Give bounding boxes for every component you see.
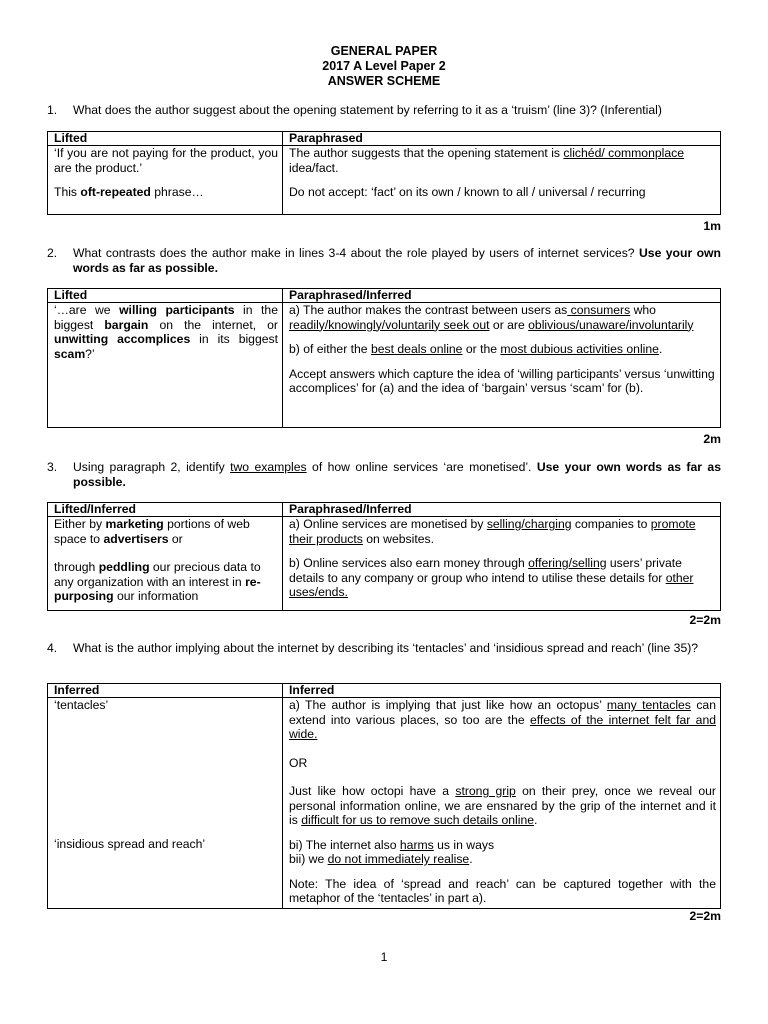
answer-part-a: a) Online services are monetised by selling/charging companies to promote their products on websites.	[289, 517, 696, 546]
question-3	[47, 460, 721, 489]
lifted-example-1: Either by marketing portions of web space to advertisers or	[54, 517, 250, 546]
lifted-phrase: This oft-repeated phrase…	[54, 185, 204, 199]
question-number: 4.	[47, 641, 58, 655]
column-header: Paraphrased/Inferred	[283, 503, 721, 517]
header-paper: 2017 A Level Paper 2	[322, 59, 446, 73]
mark-allocation: 2m	[703, 432, 721, 446]
lifted-cell: ‘…are we willing participants in the biggest bargain on the internet, or unwitting accomplices in its biggest scam?’	[48, 303, 283, 428]
answer-table-q4	[47, 683, 721, 909]
column-header: Lifted	[48, 132, 283, 146]
paraphrased-cell	[283, 146, 721, 215]
header-subject: GENERAL PAPER	[330, 44, 438, 58]
lifted-phrase-tentacles: ‘tentacles’	[54, 698, 109, 712]
mark-allocation: 2=2m	[689, 909, 721, 923]
answer-part-bii: bii) we do not immediately realise.	[289, 852, 473, 866]
question-text: Using paragraph 2, identify two examples of how online services ‘are monetised’. Use your own words as far as possible.	[73, 460, 721, 489]
question-number: 1.	[47, 103, 58, 117]
header-title: ANSWER SCHEME	[327, 74, 441, 88]
column-header: Lifted	[48, 289, 283, 303]
answer-part-a: a) The author makes the contrast between users as consumers who readily/knowingly/voluntarily seek out or are oblivious/unaware/involuntarily	[289, 303, 694, 332]
lifted-example-2: through peddling our precious data to any organization with an interest in re-purposing our information	[54, 560, 261, 603]
paraphrase-answer: The author suggests that the opening statement is clichéd/ commonplace idea/fact.	[289, 146, 684, 175]
answer-table-q3	[47, 502, 721, 611]
do-not-accept-note: Do not accept: ‘fact’ on its own / known to all / universal / recurring	[289, 185, 646, 199]
paraphrased-cell	[283, 303, 721, 428]
document-header	[0, 44, 768, 89]
or-divider: OR	[289, 755, 308, 770]
page-number: 1	[380, 950, 388, 964]
answer-table-q2	[47, 288, 721, 428]
mark-allocation: 1m	[703, 219, 721, 233]
lifted-cell	[48, 698, 283, 909]
answer-part-a: a) The author is implying that just like how an octopus’ many tentacles can extend into various places, so too are the effects of the internet felt far and wide.	[289, 698, 716, 741]
column-header: Lifted/Inferred	[48, 503, 283, 517]
question-1	[47, 103, 721, 118]
question-text: What does the author suggest about the opening statement by referring to it as a ‘truism’ (line 3)? (Inferential)	[73, 103, 662, 117]
inferred-cell	[283, 698, 721, 909]
paraphrased-cell	[283, 517, 721, 611]
accept-note: Accept answers which capture the idea of ‘willing participants’ versus ‘unwitting accomplices’ for (a) and the idea of ‘bargain’ versus ‘scam’ for (b).	[289, 366, 715, 395]
column-header: Paraphrased/Inferred	[283, 289, 721, 303]
column-header: Inferred	[283, 684, 721, 698]
question-text: What contrasts does the author make in lines 3-4 about the role played by users of internet services? Use your own words as far as possible.	[73, 246, 721, 275]
mark-allocation: 2=2m	[689, 613, 721, 627]
note: Note: The idea of ‘spread and reach’ can be captured together with the metaphor of the ‘tentacles’ in part a).	[289, 876, 716, 905]
question-number: 2.	[47, 246, 58, 260]
question-2	[47, 246, 721, 275]
question-4	[47, 641, 721, 656]
answer-part-b: b) of either the best deals online or the most dubious activities online.	[289, 342, 663, 356]
lifted-cell	[48, 517, 283, 611]
answer-part-b: b) Online services also earn money through offering/selling users’ private details to any company or group who intend to utilise these details for other uses/ends.	[289, 556, 694, 599]
answer-part-bi: bi) The internet also harms us in ways	[289, 837, 495, 852]
question-number: 3.	[47, 460, 58, 474]
column-header: Inferred	[48, 684, 283, 698]
lifted-cell	[48, 146, 283, 215]
question-text: What is the author implying about the internet by describing its ‘tentacles’ and ‘insidious spread and reach’ (line 35)?	[73, 641, 699, 655]
answer-alternative: Just like how octopi have a strong grip on their prey, once we reveal our personal information online, we are ensnared by the grip of the internet and it is difficult for us to remove such details online.	[289, 784, 716, 827]
column-header: Paraphrased	[283, 132, 721, 146]
answer-table-q1	[47, 131, 721, 215]
lifted-quote: ‘If you are not paying for the product, you are the product.’	[54, 146, 278, 175]
lifted-phrase-spread: ‘insidious spread and reach’	[54, 836, 206, 851]
